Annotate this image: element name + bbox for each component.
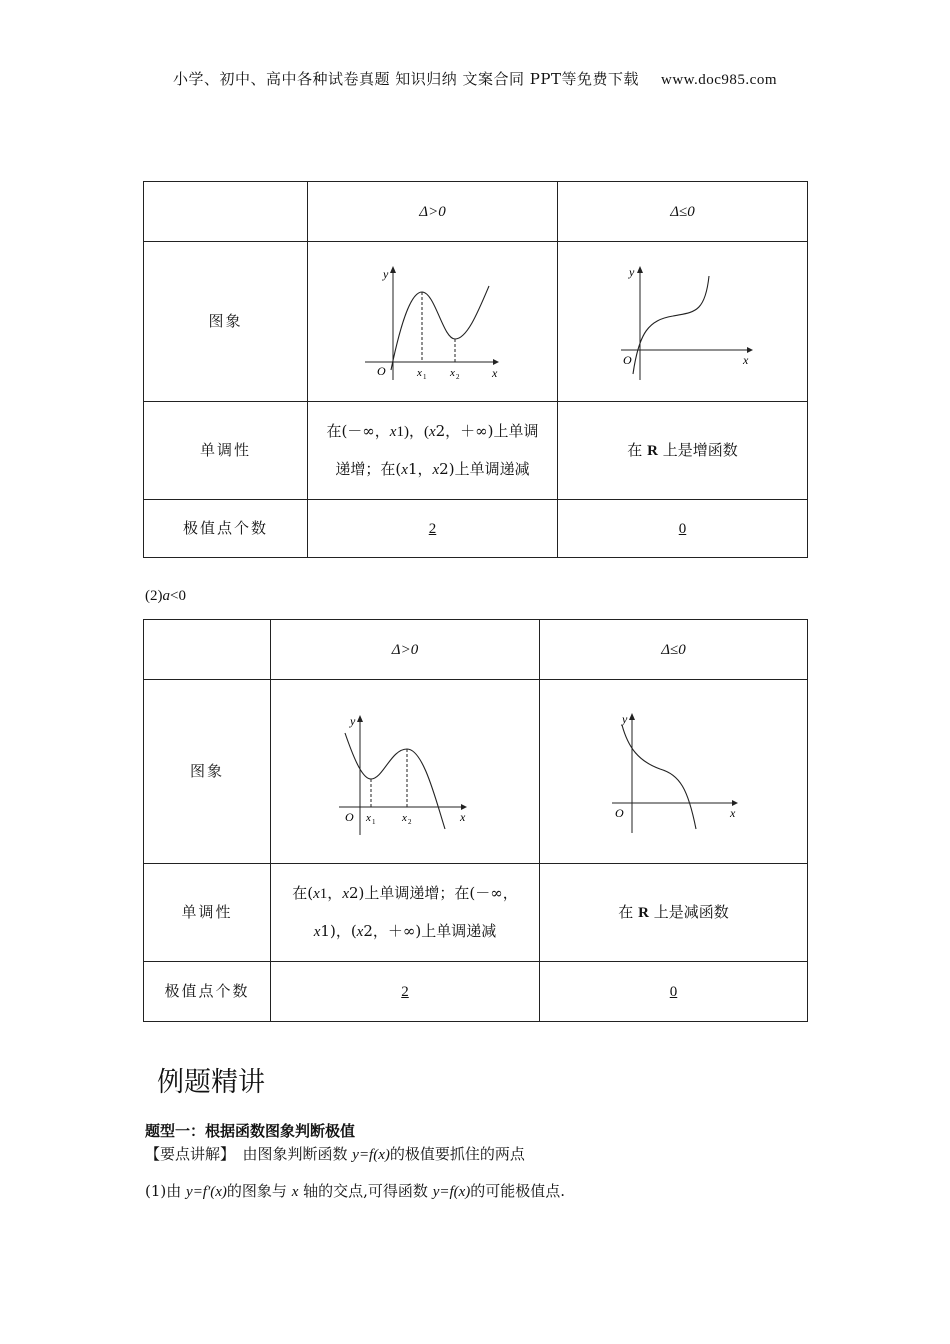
svg-text:x: x [402, 811, 407, 824]
graph-cell-a-nonpos [558, 242, 808, 402]
col-header-delta-nonpos: Δ≤0 [540, 620, 808, 680]
row-label-extrema-count: 极值点个数 [144, 962, 271, 1022]
table-corner-cell [144, 620, 271, 680]
svg-text:y: y [382, 266, 388, 281]
page-header [0, 68, 950, 89]
svg-text:O: O [376, 363, 386, 378]
svg-text:2: 2 [455, 372, 459, 381]
mono-cell-a-nonpos: 在 R 上是增函数 [558, 402, 808, 500]
svg-text:x: x [742, 352, 748, 367]
svg-text:2: 2 [408, 817, 412, 826]
point-one-line: (1)由 y=f′(x)的图象与 x 轴的交点,可得函数 y=f(x)的可能极值点. [145, 1182, 566, 1200]
extrema-cell-b-pos: 2 [271, 962, 540, 1022]
cubic-graph-increasing [613, 262, 753, 382]
cubic-graph-two-extrema [363, 262, 503, 382]
svg-text:x: x [366, 811, 371, 824]
row-label-monotonicity: 单调性 [144, 864, 271, 962]
svg-text:y: y [350, 713, 356, 728]
svg-text:x: x [491, 365, 497, 380]
table-corner-cell [144, 182, 308, 242]
key-point-line: 【要点讲解】 由图象判断函数 y=f(x)的极值要抓住的两点 [145, 1145, 525, 1163]
section-heading: 例题精讲 [157, 1067, 265, 1098]
svg-text:y: y [621, 711, 627, 726]
mono-cell-b-nonpos: 在 R 上是减函数 [540, 864, 808, 962]
col-header-delta-pos: Δ>0 [308, 182, 558, 242]
svg-text:O: O [345, 809, 354, 824]
graph-cell-a-pos [308, 242, 558, 402]
svg-text:O: O [622, 352, 632, 367]
svg-text:x: x [729, 805, 735, 820]
row-label-graph: 图象 [144, 680, 271, 864]
header-text: 小学、初中、高中各种试卷真题 知识归纳 文案合同 PPT等免费下载 [172, 70, 639, 88]
extrema-cell-a-nonpos: 0 [558, 500, 808, 558]
graph-cell-b-nonpos [540, 680, 808, 864]
extrema-cell-b-nonpos: 0 [540, 962, 808, 1022]
row-label-graph: 图象 [144, 242, 308, 402]
svg-text:x: x [449, 366, 455, 379]
svg-text:x: x [460, 809, 466, 824]
mono-cell-a-pos: 在(－∞，x1)，(x2，＋∞)上单调 递增；在(x1，x2)上单调递减 [308, 402, 558, 500]
case-label-a-negative: (2)a<0 [145, 588, 186, 604]
cubic-graph-decreasing [604, 707, 744, 837]
table-a-negative [143, 619, 808, 1022]
svg-text:1: 1 [372, 817, 376, 826]
col-header-delta-pos: Δ>0 [271, 620, 540, 680]
cubic-graph-neg-two-extrema [335, 707, 475, 837]
mono-cell-b-pos: 在(x1，x2)上单调递增；在(－∞， x1)，(x2，＋∞)上单调递减 [271, 864, 540, 962]
extrema-cell-a-pos: 2 [308, 500, 558, 558]
svg-text:y: y [628, 264, 634, 279]
svg-text:1: 1 [422, 372, 426, 381]
row-label-extrema-count: 极值点个数 [144, 500, 308, 558]
col-header-delta-nonpos: Δ≤0 [558, 182, 808, 242]
table-a-positive [143, 181, 808, 558]
svg-text:O: O [614, 805, 624, 820]
row-label-monotonicity: 单调性 [144, 402, 308, 500]
header-url[interactable]: www.doc985.com [660, 72, 777, 88]
graph-cell-b-pos [271, 680, 540, 864]
question-type-title: 题型一：根据函数图象判断极值 [145, 1122, 356, 1140]
svg-text:x: x [416, 366, 422, 379]
